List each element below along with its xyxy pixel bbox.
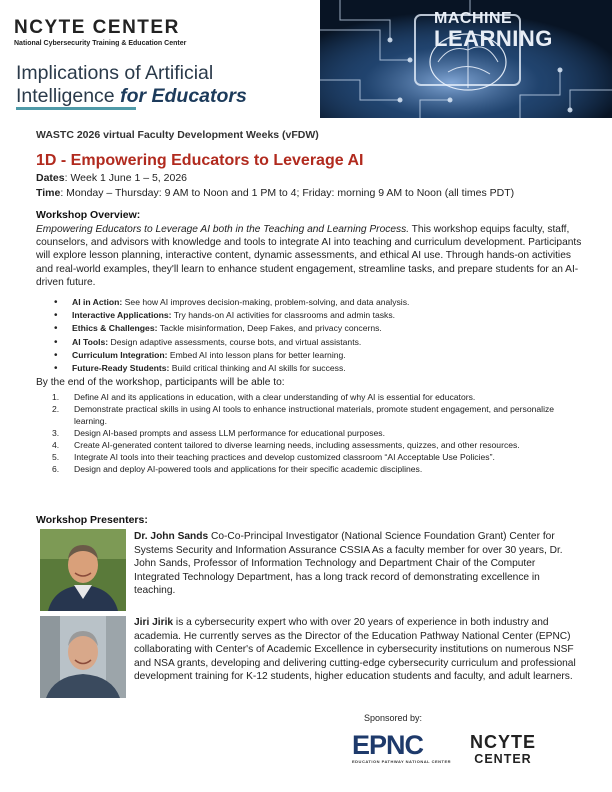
overview-paragraph [36,223,588,289]
presenter-photo-sands [40,529,126,611]
list-item: • Curriculum Integration: Embed AI into lesson plans for better learning. [54,349,574,362]
page-title [16,62,247,108]
epnc-logo [352,731,451,764]
list-item: 1. Define AI and its applications in education, with a clear understanding of why AI is essential for educators. [52,392,476,402]
dates-line [36,172,187,184]
hero-heading [434,10,553,51]
sponsor-label: Sponsored by: [364,713,423,723]
ncyte-logo [14,18,186,47]
hero-line1: MACHINE [434,10,513,27]
presenter-name: Dr. John Sands [134,531,209,542]
list-item: • AI Tools: Design adaptive assessments, course bots, and virtual assistants. [54,336,574,349]
list-item: 6. Design and deploy AI-powered tools and applications for their specific academic disciplines. [52,464,423,474]
title-emphasis: for Educators [120,85,247,107]
list-item: • Interactive Applications: Try hands-on AI activities for classrooms and admin tasks. [54,309,574,322]
time-value: : Monday – Thursday: 9 AM to Noon and 1 PM to 4; Friday: morning 9 AM to Noon (all times PDT) [60,187,515,199]
time-label: Time [36,187,61,199]
title-line1: Implications of Artificial [16,62,214,84]
overview-italic-lead: Empowering Educators to Leverage AI both in the Teaching and Learning Process. [36,224,410,235]
ncyte-wordmark: NCYTE [470,732,537,752]
presenter-name: Jiri Jirik [134,617,174,628]
time-line [36,187,514,199]
ncyte-sponsor-logo [470,733,536,766]
presenter-photo-jirik [40,616,126,698]
overview-body: This workshop equips faculty, staff, counselors, and advisors with knowledge and tools to integrate AI into teaching and curriculum development. Participants will explore lesson planning, interactive content, dynamic assessments, and ethical AI use. Through hands-on activities and real-world examples, they'll learn to enhance student engagement, streamline tasks, and prepare students for an AI-driven future. [36,224,582,288]
title-underline [16,107,136,110]
dates-value: : Week 1 June 1 – 5, 2026 [64,172,187,184]
list-item: 3. Design AI-based prompts and assess LLM performance for educational purposes. [52,428,385,438]
list-item: 4. Create AI-generated content tailored to diverse learning needs, including assessments, quizzes, and other resources. [52,440,520,450]
list-item: • Future-Ready Students: Build critical thinking and AI skills for success. [54,362,574,375]
org-name: NCYTE CENTER [14,17,180,38]
list-item: • AI in Action: See how AI improves decision-making, problem-solving, and data analysis. [54,296,574,309]
list-item: • Ethics & Challenges: Tackle misinformation, Deep Fakes, and privacy concerns. [54,322,574,335]
topic-list [54,296,574,375]
hero-line2: LEARNING [434,26,553,51]
epnc-wordmark: EPNC [352,730,424,760]
ncyte-center-word: CENTER [474,752,532,766]
org-subtitle: National Cybersecurity Training & Education Center [14,40,187,47]
title-line2: Intelligence for Educators [16,85,247,107]
event-name: WASTC 2026 virtual Faculty Development Weeks (vFDW) [36,129,319,141]
list-item: 5. Integrate AI tools into their teaching practices and develop customized classroom “AI Acceptable Use Policies”. [52,452,495,462]
outcomes-lead: By the end of the workshop, participants will be able to: [36,377,285,388]
presenter-bio-jirik: Jiri Jirik is a cybersecurity expert who with over 20 years of experience in both industry and academia. He currently serves as the Director of the Education Pathway National Center (EPNC) collaborating with Center's of Academic Excellence in cybersecurity institutions on numerous NSF and NSA grants, developing and delivering cutting-edge cybersecurity curriculum and professional development training for K-12 students, higher education students and faculty, and adult learners. [134,617,576,683]
outcomes-list [44,391,584,475]
overview-heading: Workshop Overview: [36,209,141,221]
epnc-subtitle: EDUCATION PATHWAY NATIONAL CENTER [352,759,452,764]
session-title: 1D - Empowering Educators to Leverage AI [36,152,364,169]
presenters-heading: Workshop Presenters: [36,514,148,526]
dates-label: Dates [36,172,65,184]
list-item: 2. Demonstrate practical skills in using AI tools to enhance instructional materials, promote student engagement, and personalize learning. [52,404,555,426]
presenter-bio-sands: Dr. John Sands Co-Co-Principal Investigator (National Science Foundation Grant) Center for Systems Security and Information Assurance CSSIA As a faculty member for over 30 years, Dr. John Sands, Professor of Information Technology and Department Chair of the Computer Integrated Technology Department, has a long track record of demonstrating excellence in teaching. [134,531,563,597]
